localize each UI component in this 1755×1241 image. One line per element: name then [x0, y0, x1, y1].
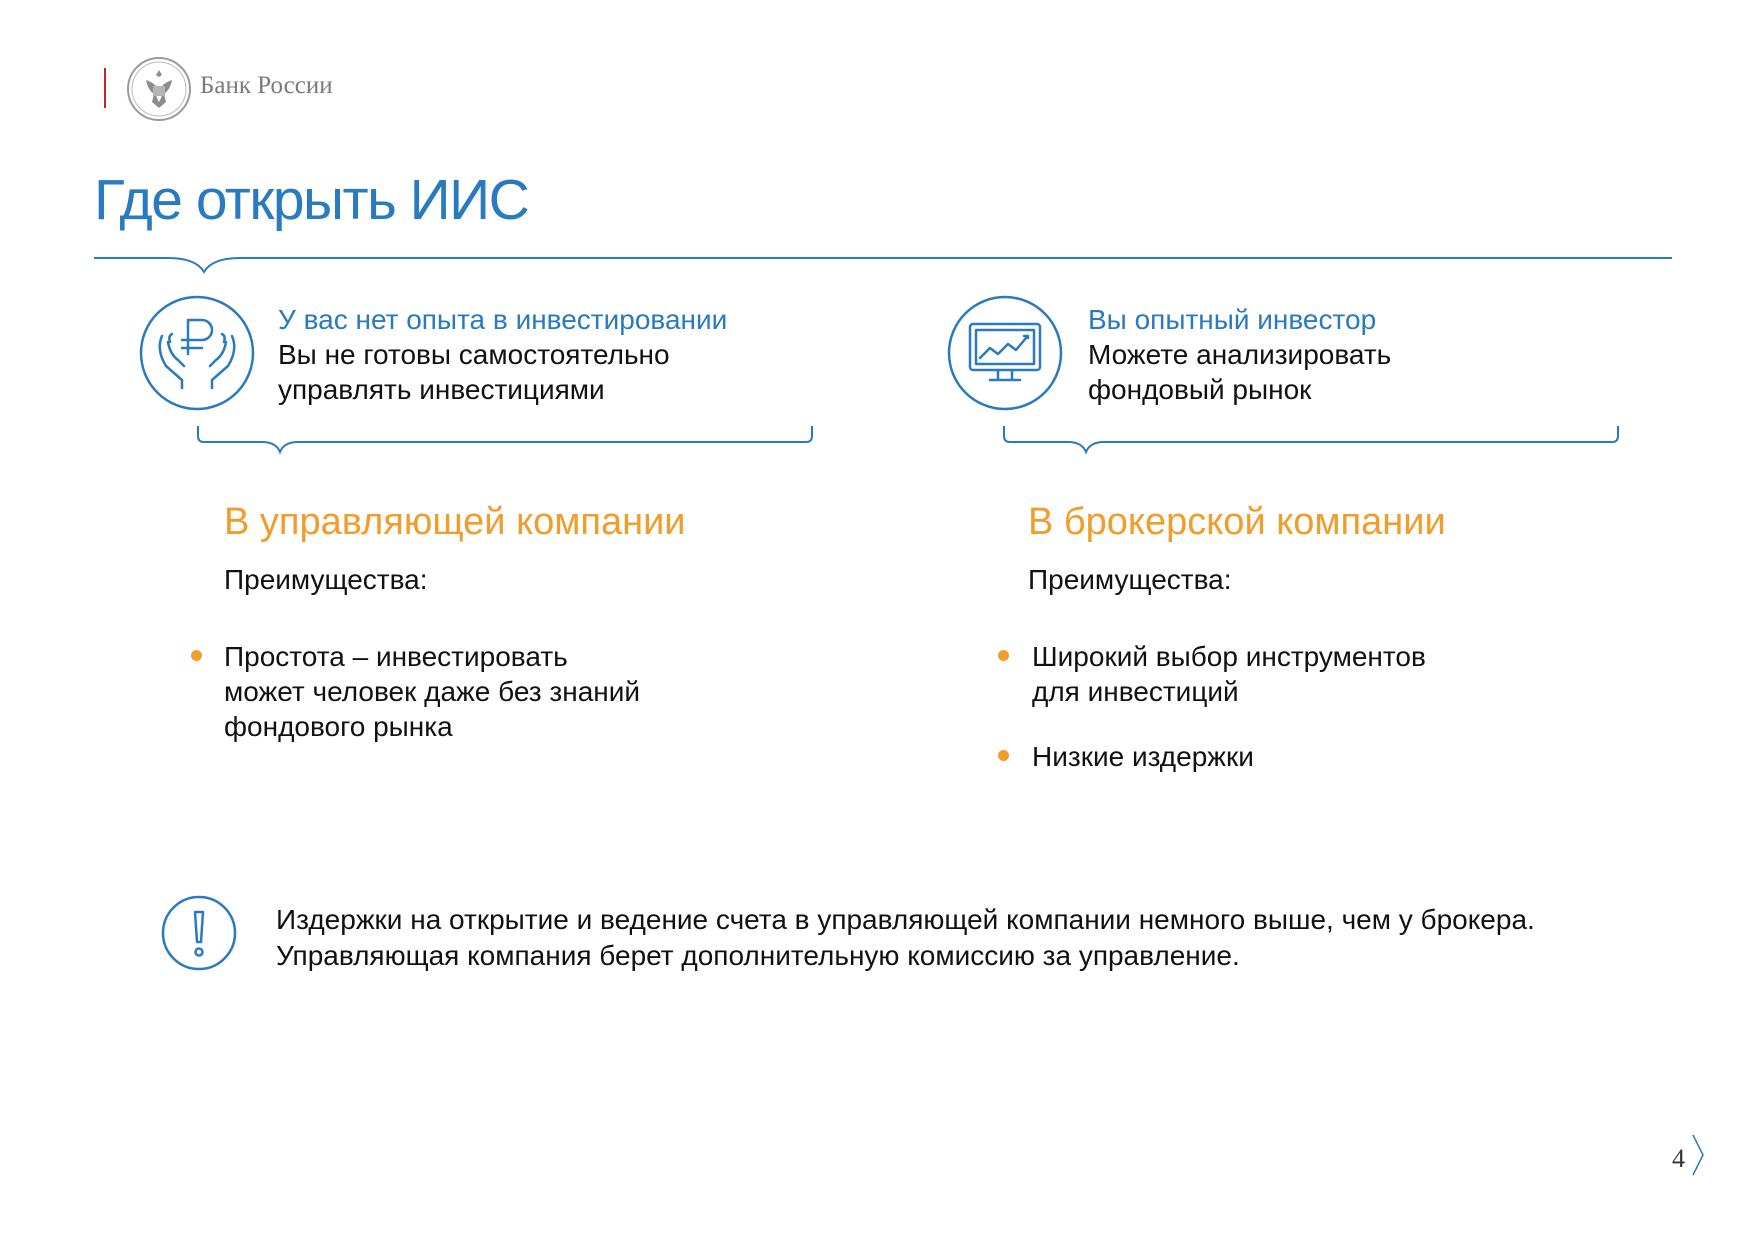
left-desc-line-1: Вы не готовы самостоятельно	[278, 339, 670, 370]
bullet-line: Широкий выбор инструментов	[1032, 641, 1426, 672]
bullet-line: для инвестиций	[1032, 676, 1239, 707]
note-line-2: Управляющая компания берет дополнительную комиссию за управление.	[276, 940, 1240, 971]
bullet-line: Простота – инвестировать	[224, 641, 568, 672]
right-option-title: В брокерской компании	[1028, 501, 1446, 543]
bullet-line: Низкие издержки	[1032, 741, 1254, 772]
right-bracket	[1002, 424, 1622, 460]
left-heading: У вас нет опыта в инвестировании	[278, 304, 728, 335]
right-desc-line-2: фондовый рынок	[1088, 374, 1312, 405]
left-bracket	[196, 424, 816, 460]
right-bullet-2	[1032, 739, 1254, 774]
note-line-1: Издержки на открытие и ведение счета в управляющей компании немного выше, чем у брокера.	[276, 904, 1535, 935]
exclamation-icon	[160, 894, 238, 972]
left-advantages-label: Преимущества:	[224, 564, 428, 595]
left-bullet-1	[224, 639, 640, 744]
right-heading: Вы опытный инвестор	[1088, 304, 1377, 335]
title-underline	[0, 0, 1755, 300]
bullet-line: может человек даже без знаний	[224, 676, 641, 707]
page-number: 4	[1672, 1144, 1685, 1173]
right-advantages-label: Преимущества:	[1028, 564, 1232, 595]
left-bullet-1-dot	[191, 650, 202, 661]
left-option-title: В управляющей компании	[224, 501, 686, 543]
brand-name: Банк России	[200, 72, 333, 99]
page-chevron-icon	[1690, 1132, 1706, 1178]
right-column-header	[1088, 302, 1391, 407]
right-bullet-2-dot	[998, 750, 1009, 761]
left-desc-line-2: управлять инвестициями	[278, 374, 605, 405]
right-bullet-1-dot	[998, 650, 1009, 661]
monitor-chart-icon	[946, 294, 1064, 412]
right-bullet-1	[1032, 639, 1426, 709]
left-column-header	[278, 302, 727, 407]
right-desc-line-1: Можете анализировать	[1088, 339, 1392, 370]
hands-ruble-icon	[138, 294, 256, 412]
bullet-line: фондового рынка	[224, 711, 453, 742]
note-text	[276, 902, 1535, 974]
page-title: Где открыть ИИС	[94, 168, 529, 232]
